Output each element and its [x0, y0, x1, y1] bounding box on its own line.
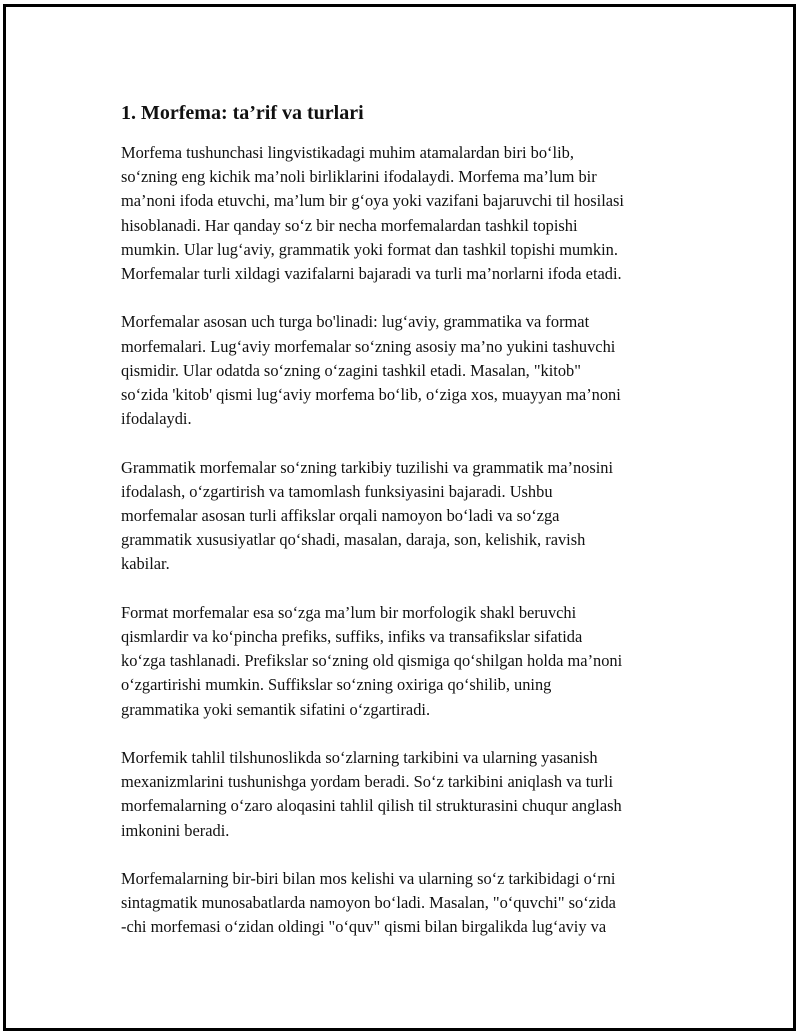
text-line: sintagmatik munosabatlarda namoyon bo‘ladi. Masalan, "o‘quvchi" so‘zida — [121, 893, 616, 913]
text-line: Grammatik morfemalar so‘zning tarkibiy tuzilishi va grammatik ma’nosini — [121, 457, 614, 477]
text-line: Morfemalar turli xildagi vazifalarni bajaradi va turli ma’norlarni ifoda etadi. — [121, 264, 622, 284]
text-line: Morfemik tahlil tilshunoslikda so‘zlarning tarkibini va ularning yasanish — [121, 748, 598, 768]
text-line: mexanizmlarini tushunishga yordam beradi. So‘z tarkibini aniqlash va turli — [121, 772, 614, 792]
text-line: morfemalarning o‘zaro aloqasini tahlil qilish til strukturasini chuqur anglash — [121, 796, 622, 816]
paragraph-3 — [121, 456, 706, 577]
text-line: qismidir. Ular odatda so‘zning o‘zagini tashkil etadi. Masalan, "kitob" — [121, 360, 581, 380]
text-line: -chi morfemasi o‘zidan oldingi "o‘quv" qismi bilan birgalikda lug‘aviy va — [121, 917, 607, 937]
text-line: mumkin. Ular lug‘aviy, grammatik yoki format dan tashkil topishi mumkin. — [121, 239, 618, 259]
paragraph-1 — [121, 141, 706, 286]
paragraph-4 — [121, 601, 706, 722]
text-line: Format morfemalar esa so‘zga ma’lum bir morfologik shakl beruvchi — [121, 602, 577, 622]
section-heading: 1. Morfema: ta’rif va turlari — [121, 102, 364, 124]
paragraph-2 — [121, 310, 706, 431]
paragraph-5 — [121, 746, 706, 843]
text-line: Morfemalar asosan uch turga bo'linadi: lug‘aviy, grammatika va format — [121, 312, 590, 332]
text-line: so‘zida 'kitob' qismi lug‘aviy morfema bo‘lib, o‘ziga xos, muayyan ma’noni — [121, 385, 621, 405]
text-line: so‘zning eng kichik ma’noli birliklarini ifodalaydi. Morfema ma’lum bir — [121, 167, 597, 187]
text-line: morfemalari. Lug‘aviy morfemalar so‘zning asosiy ma’no yukini tashuvchi — [121, 336, 616, 356]
text-line: Morfema tushunchasi lingvistikadagi muhim atamalardan biri bo‘lib, — [121, 143, 574, 162]
paragraph-6 — [121, 867, 706, 940]
page-frame — [3, 4, 796, 1031]
text-line: grammatik xususiyatlar qo‘shadi, masalan, daraja, son, kelishik, ravish — [121, 530, 586, 550]
text-line: o‘zgartirishi mumkin. Suffikslar so‘zning oxiriga qo‘shilib, uning — [121, 675, 552, 695]
text-line: imkonini beradi. — [121, 820, 230, 840]
text-line: ifodalaydi. — [121, 409, 192, 429]
text-line: morfemalar asosan turli affikslar orqali namoyon bo‘ladi va so‘zga — [121, 506, 560, 526]
text-line: hisoblanadi. Har qanday so‘z bir necha morfemalardan tashkil topishi — [121, 215, 578, 235]
text-line: ko‘zga tashlanadi. Prefikslar so‘zning old qismiga qo‘shilgan holda ma’noni — [121, 651, 623, 671]
document-body — [121, 99, 706, 964]
text-line: grammatika yoki semantik sifatini o‘zgartiradi. — [121, 699, 431, 719]
text-line: ma’noni ifoda etuvchi, ma’lum bir g‘oya yoki vazifani bajaruvchi til hosilasi — [121, 191, 624, 211]
text-line: Morfemalarning bir-biri bilan mos kelishi va ularning so‘z tarkibidagi o‘rni — [121, 869, 616, 889]
text-line: ifodalash, o‘zgartirish va tamomlash funksiyasini bajaradi. Ushbu — [121, 481, 553, 501]
text-line: kabilar. — [121, 554, 170, 574]
text-line: qismlardir va ko‘pincha prefiks, suffiks, infiks va transafikslar sifatida — [121, 627, 583, 647]
